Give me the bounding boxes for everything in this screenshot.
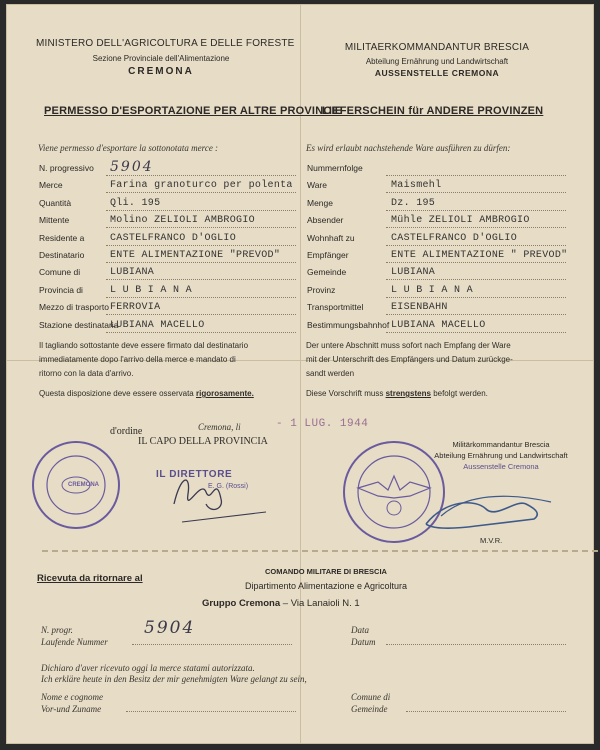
receipt-label: Ricevuta da ritornare al	[37, 573, 143, 584]
field-label-de: Absender	[307, 215, 344, 225]
field-value-de: ENTE ALIMENTAZIONE " PREVOD"	[391, 250, 568, 261]
field-value-it: CASTELFRANCO D'OGLIO	[110, 233, 237, 244]
field-value-de: CASTELFRANCO D'OGLIO	[391, 233, 518, 244]
right-title: LIEFERSCHEIN für ANDERE PROVINZEN	[322, 105, 544, 117]
receipt-data: Data	[351, 625, 369, 635]
field-line-it	[106, 227, 296, 228]
field-value-it: Molino ZELIOLI AMBROGIO	[110, 215, 255, 226]
field-value-it: 5904	[110, 159, 154, 175]
right-rule-text: Diese Vorschrift muss	[306, 389, 384, 398]
receipt-department: Dipartimento Alimentazione e Agricoltura	[244, 581, 408, 591]
direttore-name: E. G. (Rossi)	[208, 483, 249, 490]
capo-label: IL CAPO DELLA PROVINCIA	[138, 436, 268, 447]
field-label-de: Nummernfolge	[307, 163, 363, 173]
receipt-group-bold: Gruppo Cremona	[202, 598, 281, 609]
receipt-comune: Comune di	[351, 692, 391, 702]
right-sign-line1: Militärkommandantur Brescia	[452, 440, 550, 449]
field-line-de	[386, 297, 566, 298]
field-line-it	[106, 262, 296, 263]
field-line-it	[106, 314, 296, 315]
field-value-de: LUBIANA MACELLO	[391, 320, 486, 331]
field-value-it: Farina granoturco per polenta	[110, 180, 293, 191]
left-rule-text: Questa disposizione deve essere osservata	[39, 389, 194, 398]
left-city: CREMONA	[128, 66, 194, 77]
left-section: Sezione Provinciale dell'Alimentazione	[92, 54, 230, 63]
left-ministry: MINISTERO DELL'AGRICOLTURA E DELLE FORESTE	[36, 38, 295, 49]
direttore-stamp: IL DIRETTORE	[156, 469, 233, 480]
receipt-laufende: Laufende Nummer	[41, 637, 108, 647]
right-note-1: Der untere Abschnitt muss sofort nach Empfang der Ware	[306, 341, 511, 350]
field-value-de: Mühle ZELIOLI AMBROGIO	[391, 215, 530, 226]
receipt-comune-line	[406, 711, 566, 712]
ministry-stamp-center: CREMONA	[68, 482, 99, 488]
field-line-it	[106, 210, 296, 211]
signature-underline	[182, 512, 266, 522]
field-label-it: Mezzo di trasporto	[39, 302, 109, 312]
receipt-group-address: – Via Lanaioli N. 1	[282, 598, 360, 609]
field-label-it: Stazione destinataria	[39, 320, 119, 330]
receipt-declaration-de: Ich erkläre heute in den Besitz der mir genehmigten Ware gelangt zu sein,	[41, 674, 307, 684]
field-line-de	[386, 227, 566, 228]
field-label-it: Mittente	[39, 215, 70, 225]
field-value-it: Qli. 195	[110, 198, 161, 209]
right-city: AUSSENSTELLE CREMONA	[374, 68, 500, 78]
receipt-group	[202, 598, 360, 609]
receipt-declaration-it: Dichiaro d'aver ricevuto oggi la merce statami autorizzata.	[41, 663, 255, 673]
field-line-de	[386, 210, 566, 211]
commandant-signature-stroke	[441, 496, 551, 516]
field-label-de: Bestimmungsbahnhof	[307, 320, 390, 330]
field-line-it	[106, 192, 296, 193]
left-intro: Viene permesso d'esportare la sottonotata merce :	[38, 143, 219, 153]
document-sheet	[6, 4, 594, 744]
field-value-it: L U B I A N A	[110, 285, 192, 296]
ink-marks	[6, 4, 594, 744]
field-value-it: ENTE ALIMENTAZIONE "PREVOD"	[110, 250, 281, 261]
date-stamp: - 1 LUG. 1944	[276, 418, 369, 430]
field-line-it	[106, 175, 296, 176]
field-label-it: Provincia di	[39, 285, 83, 295]
left-rule-bold: rigorosamente.	[196, 389, 254, 398]
date-place: Cremona, li	[198, 422, 241, 432]
field-line-de	[386, 314, 566, 315]
field-line-it	[106, 245, 296, 246]
receipt-date-line	[386, 644, 566, 645]
field-label-it: Quantità	[39, 198, 72, 208]
receipt-nprog: N. progr.	[41, 625, 73, 635]
field-value-de: Dz. 195	[391, 198, 436, 209]
field-value-it: FERROVIA	[110, 302, 161, 313]
field-label-de: Menge	[307, 198, 333, 208]
right-section: Abteilung Ernährung und Landwirtschaft	[365, 57, 509, 66]
field-value-de: LUBIANA	[391, 267, 436, 278]
field-line-de	[386, 279, 566, 280]
field-line-it	[106, 332, 296, 333]
right-rule-end: befolgt werden.	[433, 389, 488, 398]
right-note-3: sandt werden	[306, 369, 355, 378]
left-note-3: ritorno con la data d'arrivo.	[39, 369, 134, 378]
field-line-de	[386, 332, 566, 333]
tear-off-perforation	[42, 550, 598, 552]
field-line-it	[106, 297, 296, 298]
field-value-de: Maismehl	[391, 180, 442, 191]
mvr-label: M.V.R.	[480, 536, 503, 545]
field-line-de	[386, 175, 566, 176]
field-label-it: Destinatario	[39, 250, 85, 260]
receipt-number-line	[132, 644, 292, 645]
field-label-it: N. progressivo	[39, 163, 94, 173]
right-intro: Es wird erlaubt nachstehende Ware ausführen zu dürfen:	[306, 143, 511, 153]
director-signature	[174, 480, 221, 509]
right-note-2: mit der Unterschrift des Empfängers und Datum zurückge-	[306, 355, 513, 364]
receipt-datum: Datum	[351, 637, 376, 647]
field-label-it: Merce	[39, 180, 63, 190]
field-label-it: Residente a	[39, 233, 85, 243]
field-line-de	[386, 192, 566, 193]
field-label-de: Ware	[307, 180, 327, 190]
field-label-it: Comune di	[39, 267, 81, 277]
field-label-de: Transportmittel	[307, 302, 364, 312]
receipt-command: COMANDO MILITARE DI BRESCIA	[265, 567, 387, 576]
field-line-de	[386, 262, 566, 263]
left-title: PERMESSO D'ESPORTAZIONE PER ALTRE PROVINCIE	[44, 105, 343, 117]
right-sign-line3: Aussenstelle Cremona	[463, 462, 539, 471]
dordine-label: d'ordine	[110, 426, 143, 437]
receipt-gemeinde: Gemeinde	[351, 704, 388, 714]
field-value-de: L U B I A N A	[391, 285, 473, 296]
left-note-1: Il tagliando sottostante deve essere firmato dal destinatario	[39, 341, 249, 350]
field-line-de	[386, 245, 566, 246]
right-sign-line2: Abteilung Ernährung und Landwirtschaft	[434, 451, 568, 460]
left-note-2: immediatamente dopo l'arrivo della merce e mandato di	[39, 355, 236, 364]
field-label-de: Gemeinde	[307, 267, 347, 277]
field-value-it: LUBIANA MACELLO	[110, 320, 205, 331]
field-label-de: Wohnhaft zu	[307, 233, 355, 243]
field-value-de: EISENBAHN	[391, 302, 448, 313]
field-value-it: LUBIANA	[110, 267, 155, 278]
receipt-name-line	[126, 711, 296, 712]
right-command: MILITAERKOMMANDANTUR BRESCIA	[344, 42, 530, 53]
field-line-it	[106, 279, 296, 280]
right-rule-bold: strengstens	[385, 389, 431, 398]
receipt-vor: Vor-und Zuname	[41, 704, 102, 714]
receipt-number: 5904	[144, 618, 196, 638]
field-label-de: Empfänger	[307, 250, 349, 260]
field-label-de: Provinz	[307, 285, 336, 295]
receipt-nome: Nome e cognome	[41, 692, 103, 702]
